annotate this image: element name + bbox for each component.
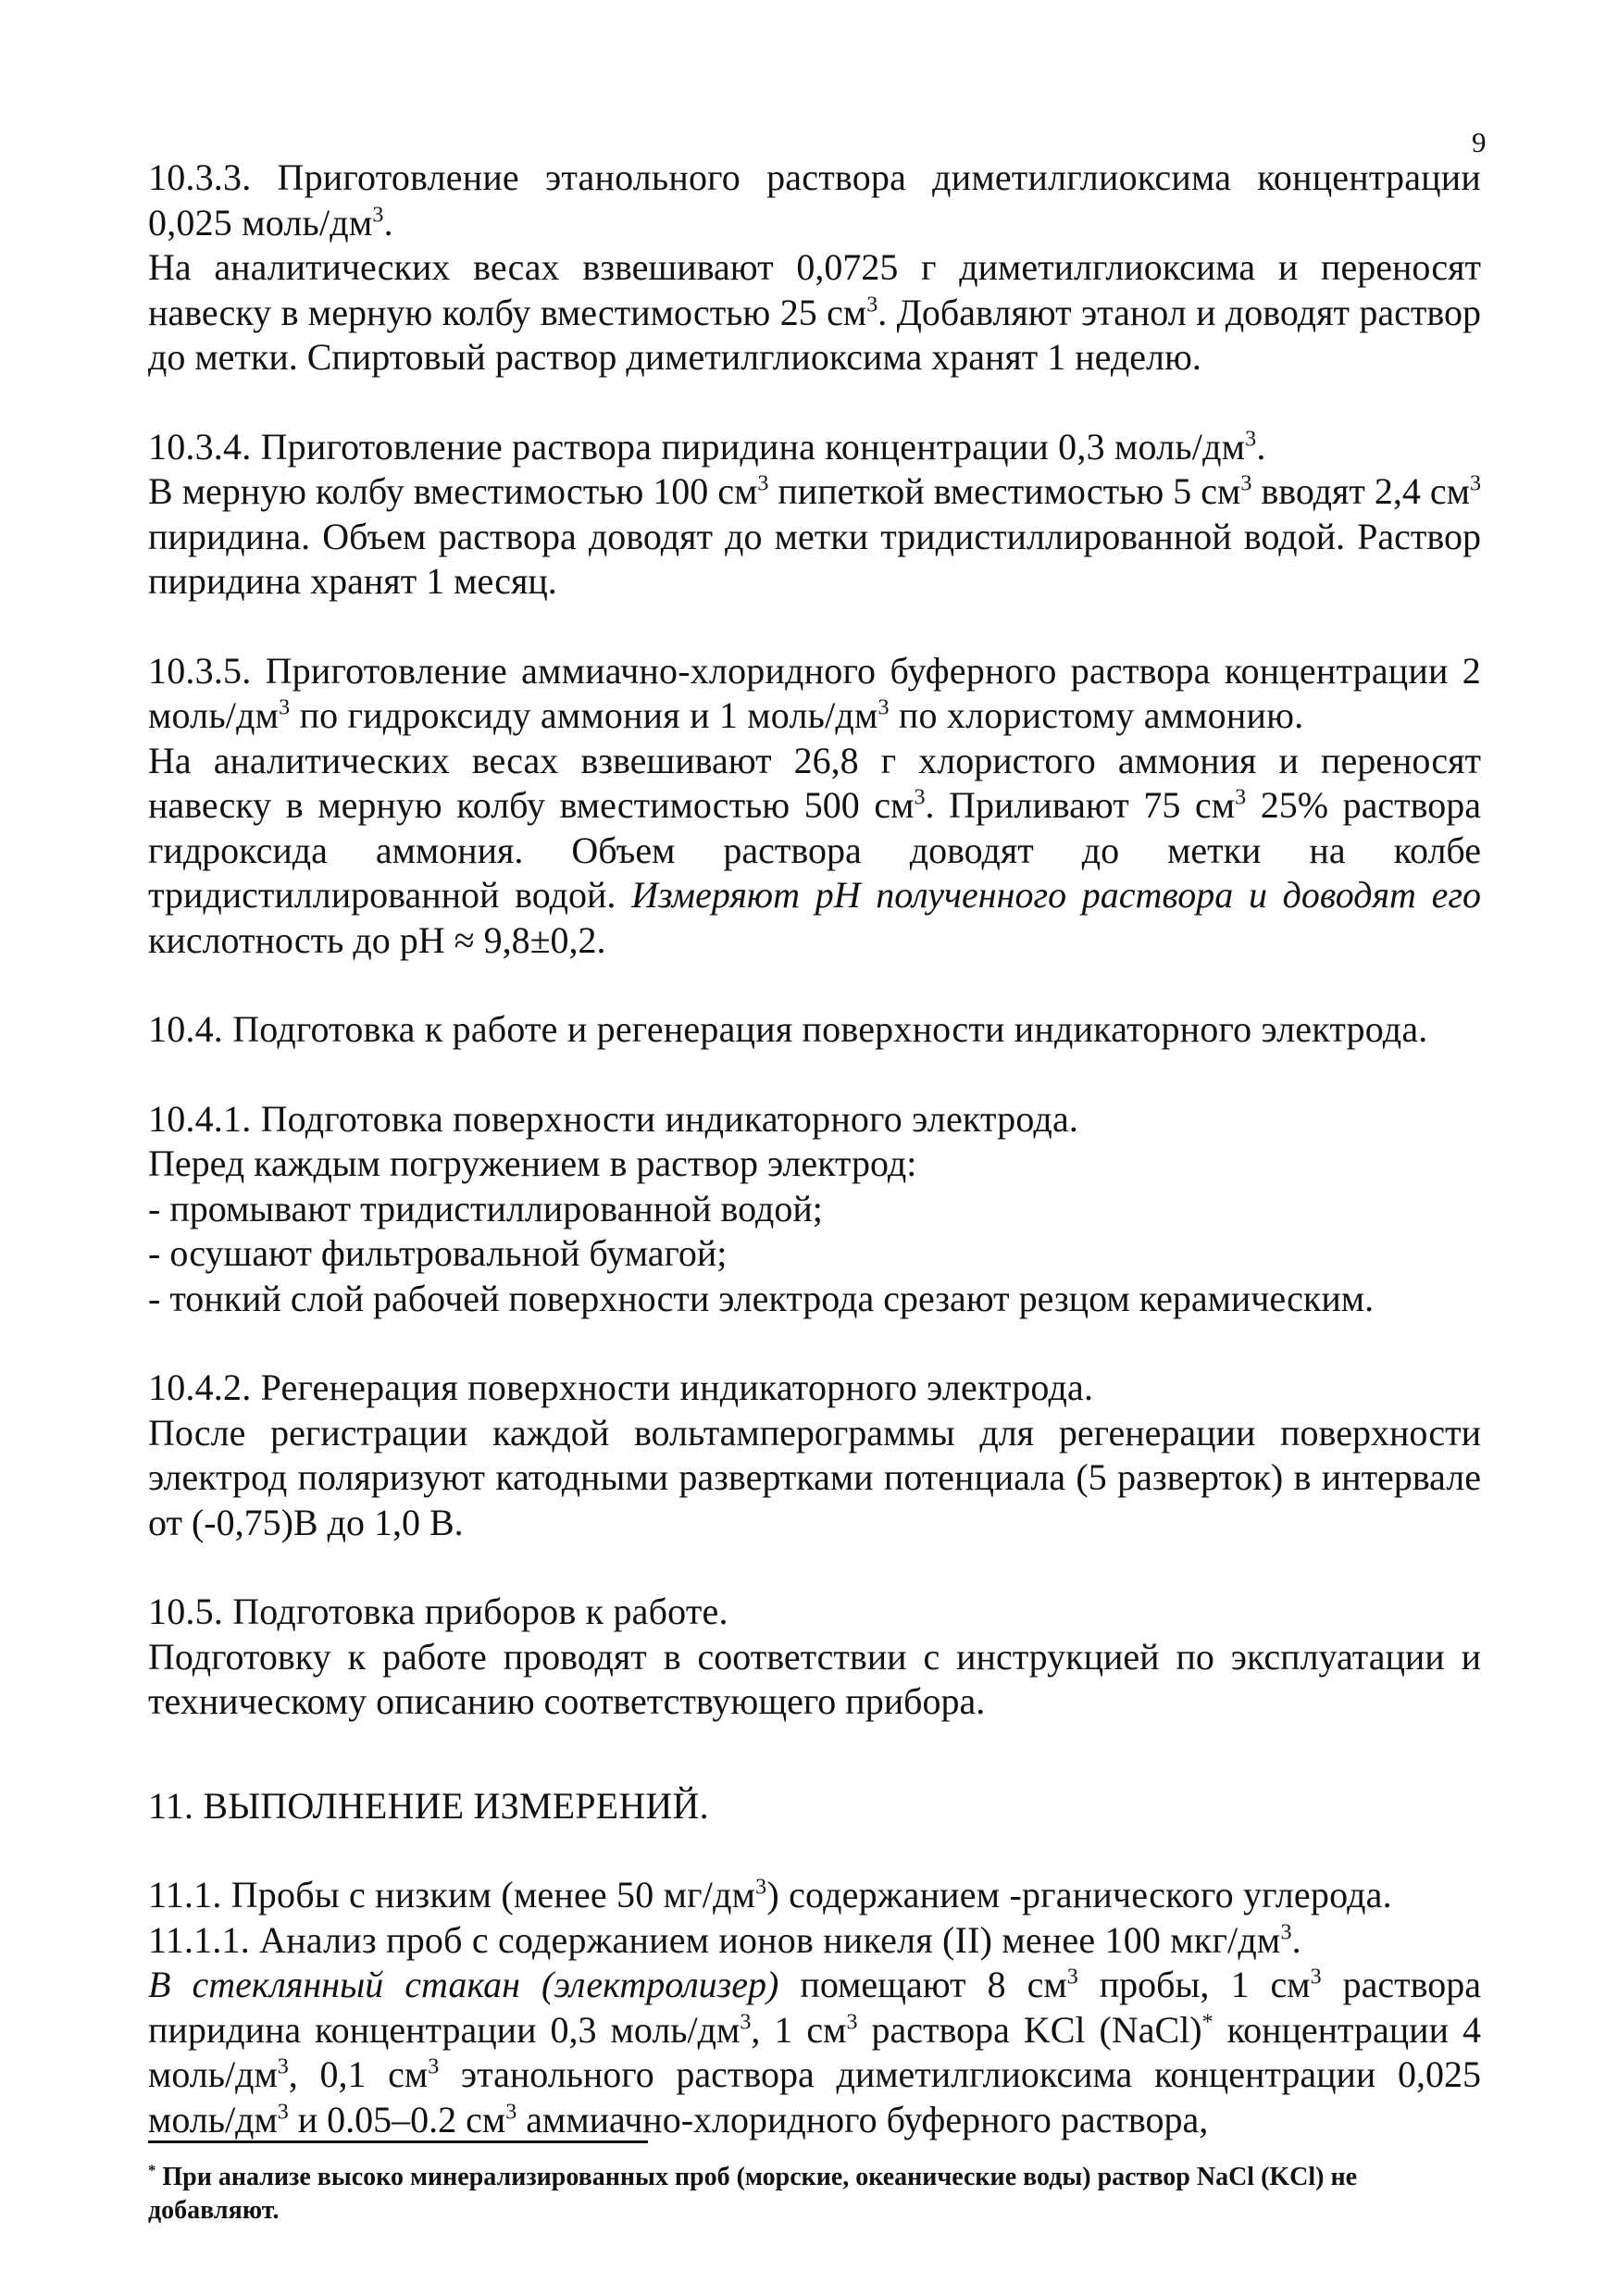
section-10-4-1-heading: 10.4.1. Подготовка поверхности индикаторного электрода. bbox=[148, 1097, 1079, 1140]
section-10-5-heading: 10.5. Подготовка приборов к работе. bbox=[148, 1591, 728, 1632]
list-item: - промывают тридистиллированной водой; bbox=[148, 1187, 823, 1229]
section-10-3-4-heading: 10.3.4. Приготовление раствора пиридина концентрации 0,3 моль/$дм^3$. bbox=[148, 425, 1266, 468]
section-10-3-3-heading: 10.3.3. Приготовление этанольного раствора диметилглиоксима концентрации 0,025 моль/$дм^3$. bbox=[148, 156, 1481, 243]
page-number: 9 bbox=[1472, 126, 1487, 158]
list-item: - осушают фильтровальной бумагой; bbox=[148, 1232, 728, 1274]
section-11-heading: 11. ВЫПОЛНЕНИЕ ИЗМЕРЕНИЙ. bbox=[148, 1784, 709, 1827]
footnote-marker: * bbox=[148, 2161, 156, 2179]
footnote-divider bbox=[148, 2140, 648, 2143]
section-10-3-5-body: На аналитических весах взвешивают 26,8 г хлористого аммония и переносят навеску в мерную колбу вместимостью 500 $см^3$. Приливают 75 $см^3$ 25% раствора гидроксида аммония. Объем раствора доводят до метки на колбе тридистиллированной водой. Измеряют pH полученного раствора и доводят его кислотность до pH ≈ 9,8±0,2. bbox=[148, 739, 1481, 961]
footnote-text: При анализе высоко минерализированных проб (морские, океанические воды) раствор NaCl (KCl) не добавляют. bbox=[148, 2163, 1358, 2225]
section-10-4-heading: 10.4. Подготовка к работе и регенерация поверхности индикаторного электрода. bbox=[148, 1008, 1428, 1050]
section-10-5-body: Подготовку к работе проводят в соответствии с инструкцией по эксплуатации и техническому описанию соответствующего прибора. bbox=[148, 1635, 1481, 1722]
section-10-3-4-body: В мерную колбу вместимостью 100 $см^3$ пипеткой вместимостью 5 $см^3$ вводят 2,4 $см^3$ пиридина. Объем раствора доводят до метки тридистиллированной водой. Раствор пиридина хранят 1 месяц. bbox=[148, 470, 1481, 602]
list-item: - тонкий слой рабочей поверхности электрода срезают резцом керамическим. bbox=[148, 1277, 1375, 1319]
footnote bbox=[148, 2161, 1481, 2227]
section-11-1-heading: 11.1. Пробы с низким (менее 50 $мг/дм^3$) содержанием ‑рганического углерода. bbox=[148, 1874, 1392, 1915]
document-body bbox=[148, 156, 1481, 2142]
section-10-4-2-body: После регистрации каждой вольтамперограммы для регенерации поверхности электрод поляризуют катодными развертками потенциала (5 разверток) в интервале от (-0,75)В до 1,0 В. bbox=[148, 1411, 1481, 1543]
section-10-4-2-heading: 10.4.2. Регенерация поверхности индикаторного электрода. bbox=[148, 1366, 1094, 1408]
section-10-3-3-body: На аналитических весах взвешивают 0,0725 г диметилглиоксима и переносят навеску в мерную колбу вместимостью 25 $см^3$. Добавляют этанол и доводят раствор до метки. Спиртовый раствор диметилглиоксима хранят 1 неделю. bbox=[148, 246, 1481, 378]
section-11-1-1-heading: 11.1.1. Анализ проб с содержанием ионов никеля (II) менее 100 мкг/$дм^3$. bbox=[148, 1918, 1301, 1961]
section-11-1-1-body: В стеклянный стакан (электролизер) помещают 8 $см^3$ пробы, 1 $см^3$ раствора пиридина концентрации 0,3 моль/$дм^3$, 1 $см^3$ раствора KCl (NaCl)* концентрации 4 моль/$дм^3$, 0,1 $см^3$ этанольного раствора диметилглиоксима концентрации 0,025 моль/$дм^3$ и 0.05–0.2 $см^3$ аммиачно-хлоридного буферного раствора, bbox=[148, 1964, 1482, 2140]
section-10-3-5-heading: 10.3.5. Приготовление аммиачно-хлоридного буферного раствора концентрации 2 моль/$дм^3$ по гидроксиду аммония и 1 моль/$дм^3$ по хлористому аммонию. bbox=[148, 649, 1481, 736]
section-10-4-1-intro: Перед каждым погружением в раствор электрод: bbox=[148, 1142, 917, 1184]
